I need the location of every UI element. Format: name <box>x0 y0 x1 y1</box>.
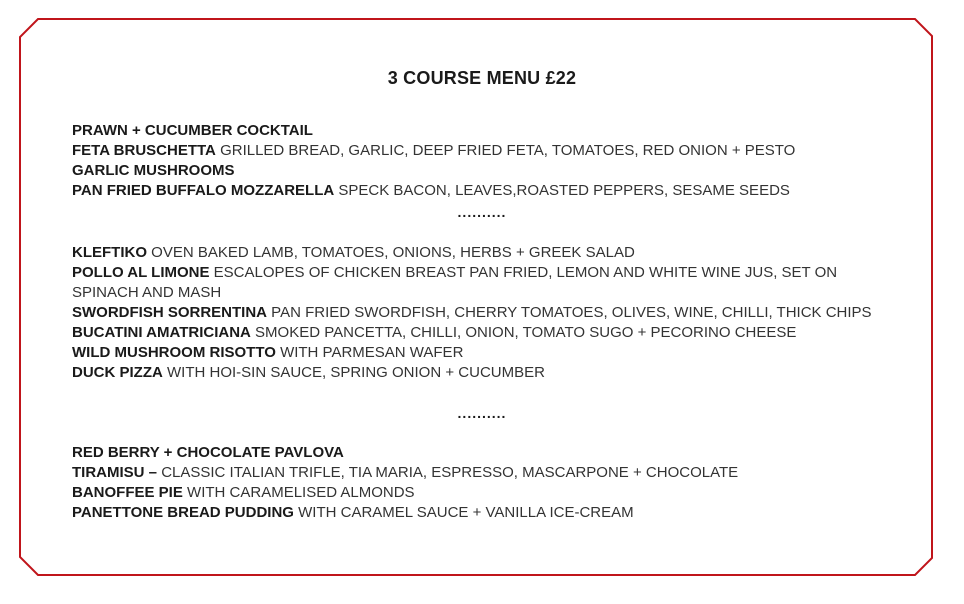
menu-item <box>72 243 892 263</box>
menu-item-name: DUCK PIZZA <box>72 364 163 381</box>
menu-item <box>72 161 892 181</box>
menu-item <box>72 303 892 323</box>
menu-item-name: PAN FRIED BUFFALO MOZZARELLA <box>72 182 335 199</box>
menu-item-name: PANETTONE BREAD PUDDING <box>72 504 294 521</box>
starters-section <box>72 121 892 201</box>
menu-item <box>72 343 892 363</box>
menu-item-description: WITH HOI-SIN SAUCE, SPRING ONION + CUCUMBER <box>167 364 545 381</box>
menu-item <box>72 503 892 523</box>
menu-item-name: RED BERRY + CHOCOLATE PAVLOVA <box>72 444 344 461</box>
menu-item <box>72 323 892 343</box>
menu-item-description: WITH CARAMEL SAUCE + VANILLA ICE-CREAM <box>298 504 634 521</box>
menu-item-description: CLASSIC ITALIAN TRIFLE, TIA MARIA, ESPRESSO, MASCARPONE + CHOCOLATE <box>161 464 739 481</box>
menu-item-name: SWORDFISH SORRENTINA <box>72 304 267 321</box>
menu-item-description: WITH CARAMELISED ALMONDS <box>187 484 415 501</box>
course-divider: .......... <box>457 405 507 421</box>
menu-item <box>72 121 892 141</box>
menu-item-description: GRILLED BREAD, GARLIC, DEEP FRIED FETA, TOMATOES, RED ONION + PESTO <box>220 142 796 159</box>
menu-item-description: OVEN BAKED LAMB, TOMATOES, ONIONS, HERBS + GREEK SALAD <box>151 244 635 261</box>
menu-item-name: POLLO AL LIMONE <box>72 264 210 281</box>
menu-item-description: WITH PARMESAN WAFER <box>280 344 464 361</box>
menu-item-name: BANOFFEE PIE <box>72 484 183 501</box>
menu-item-name: WILD MUSHROOM RISOTTO <box>72 344 276 361</box>
menu-item <box>72 141 892 161</box>
menu-item-description: SPECK BACON, LEAVES,ROASTED PEPPERS, SESAME SEEDS <box>338 182 790 199</box>
menu-title: 3 COURSE MENU £22 <box>387 68 577 88</box>
menu-item <box>72 363 892 383</box>
menu-item-name: BUCATINI AMATRICIANA <box>72 324 251 341</box>
menu-item <box>72 483 892 503</box>
menu-item-name: TIRAMISU – <box>72 464 158 481</box>
course-divider: .......... <box>457 204 507 220</box>
menu-item <box>72 263 892 303</box>
mains-section <box>72 243 892 383</box>
menu-item-name: FETA BRUSCHETTA <box>72 142 216 159</box>
menu-item-name: GARLIC MUSHROOMS <box>72 162 235 179</box>
menu-item <box>72 443 892 463</box>
menu-item-description: SMOKED PANCETTA, CHILLI, ONION, TOMATO SUGO + PECORINO CHEESE <box>255 324 797 341</box>
menu-item-description: PAN FRIED SWORDFISH, CHERRY TOMATOES, OLIVES, WINE, CHILLI, THICK CHIPS <box>271 304 872 321</box>
menu-item-name: PRAWN + CUCUMBER COCKTAIL <box>72 122 313 139</box>
menu-item <box>72 181 892 201</box>
menu-item-name: KLEFTIKO <box>72 244 147 261</box>
menu-item-description: ESCALOPES OF CHICKEN BREAST PAN FRIED, LEMON AND WHITE WINE JUS, SET ON SPINACH AND MASH <box>72 264 838 301</box>
desserts-section <box>72 443 892 523</box>
menu-item <box>72 463 892 483</box>
